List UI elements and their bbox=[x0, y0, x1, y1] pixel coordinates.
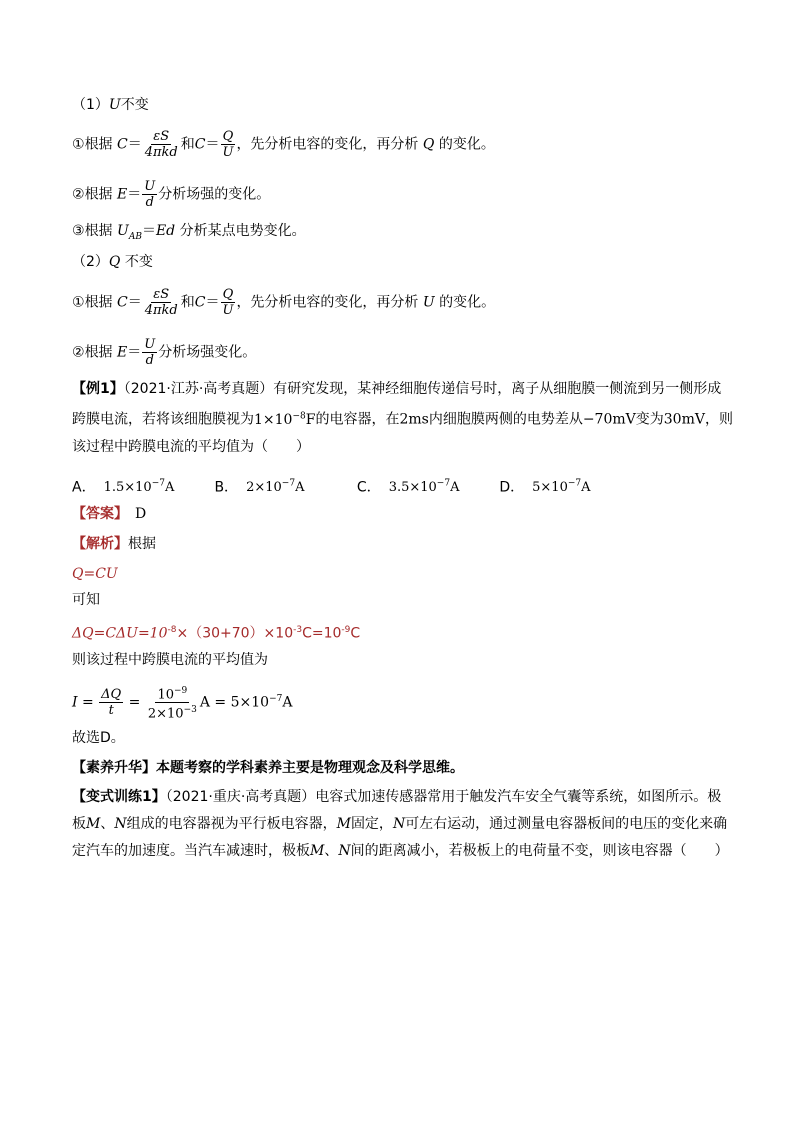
exponent: −7 bbox=[269, 694, 283, 704]
var-m: M bbox=[336, 816, 351, 832]
subscript-ab: AB bbox=[128, 231, 142, 242]
answer-options bbox=[72, 474, 734, 498]
numerator: εS bbox=[153, 287, 170, 302]
unit: A bbox=[581, 480, 591, 496]
rule-q-1 bbox=[72, 287, 734, 318]
unit: F bbox=[305, 411, 316, 428]
text: 间的距离减小，若极板上的电荷量不变，则该电容器（ ） bbox=[350, 843, 729, 859]
text: 2×10 bbox=[147, 706, 184, 722]
answer-value: D bbox=[135, 506, 147, 522]
fraction-es-4pikd bbox=[143, 129, 180, 160]
text: 可左右运动，通过测量电容器板间的电压的变化来确定汽车的加速度。当汽车减速时，极板 bbox=[72, 816, 728, 859]
exponent: −7 bbox=[151, 479, 165, 489]
section-number: （1） bbox=[72, 97, 109, 113]
unit: A bbox=[199, 694, 210, 711]
exponent: −7 bbox=[281, 479, 296, 489]
text: 根据 bbox=[128, 536, 156, 552]
rule-u-2 bbox=[72, 179, 734, 210]
circle-number: ③ bbox=[72, 223, 85, 239]
text: 有研究发现，某神经细胞传递信号时，离子从细胞膜一侧流到另一侧形成跨膜电流，若将该细胞膜视为 bbox=[72, 381, 722, 428]
text: C=10 bbox=[302, 625, 342, 642]
option-c[interactable] bbox=[357, 474, 495, 498]
capacitance-value bbox=[254, 412, 315, 428]
option-label: B． bbox=[214, 479, 239, 496]
section-number: （2） bbox=[72, 254, 109, 270]
option-value bbox=[532, 480, 590, 495]
option-label: C． bbox=[356, 479, 381, 496]
equals: ＝ bbox=[205, 136, 220, 153]
literacy-summary bbox=[72, 758, 734, 778]
fraction-es-4pikd bbox=[143, 287, 180, 318]
text: 根据 bbox=[84, 136, 113, 153]
text: 根据 bbox=[84, 186, 113, 203]
fraction-dq-t bbox=[99, 687, 123, 718]
answer-line bbox=[72, 504, 734, 524]
exponent: −8 bbox=[292, 411, 306, 421]
var-n: N bbox=[392, 816, 406, 832]
var-u: U bbox=[117, 223, 129, 239]
numerator: U bbox=[144, 179, 156, 194]
equals: ＝ bbox=[141, 223, 156, 239]
text: 本题考察的学科素养主要是物理观念及科学思维。 bbox=[156, 760, 464, 776]
text: 分析场强的变化。 bbox=[158, 186, 271, 203]
denominator: U bbox=[222, 145, 234, 160]
option-a[interactable] bbox=[72, 474, 210, 498]
analysis-line bbox=[72, 534, 734, 554]
text: ，则该过程中跨膜电流的平均值为（ ） bbox=[72, 411, 733, 455]
text: 变为 bbox=[635, 411, 664, 428]
denominator: d bbox=[145, 195, 154, 210]
var-m: M bbox=[86, 816, 101, 832]
text: 10 bbox=[157, 687, 174, 703]
var-c: C bbox=[194, 294, 206, 311]
circle-number: ① bbox=[72, 294, 85, 311]
text: 根据 bbox=[84, 223, 113, 239]
text: C bbox=[350, 625, 361, 642]
var-e: E bbox=[117, 344, 128, 361]
exponent: −9 bbox=[173, 685, 188, 696]
unit: A bbox=[450, 480, 460, 496]
text: 1.5×10 bbox=[103, 480, 152, 496]
section-u-constant bbox=[72, 95, 734, 115]
equals: ＝ bbox=[127, 344, 142, 361]
equals: = bbox=[77, 694, 99, 711]
text: 电容式加速传感器常用于触发汽车安全气囊等系统，如图所示。极板 bbox=[72, 789, 722, 832]
formula-q-cu: Q=CU bbox=[72, 566, 118, 582]
text: 的变化。 bbox=[438, 136, 495, 153]
variant-tag: 【变式训练1】 bbox=[72, 789, 166, 805]
variable-q: Q bbox=[108, 254, 121, 270]
exponent: -8 bbox=[167, 625, 177, 635]
variable-u: U bbox=[108, 97, 121, 113]
rule-u-1 bbox=[72, 129, 734, 160]
option-label: D． bbox=[499, 479, 525, 496]
denominator: U bbox=[222, 303, 234, 318]
text: 的变化。 bbox=[439, 294, 496, 311]
option-value bbox=[104, 480, 175, 495]
section-q-constant bbox=[72, 252, 734, 272]
circle-number: ② bbox=[72, 186, 85, 203]
option-d[interactable] bbox=[499, 474, 637, 498]
text: 组成的电容器视为平行板电容器， bbox=[126, 816, 337, 832]
text: 根据 bbox=[84, 294, 113, 311]
source-label: （2021·重庆·高考真题） bbox=[165, 789, 316, 805]
option-value bbox=[246, 480, 304, 495]
rule-u-3 bbox=[72, 221, 734, 247]
rule-q-2 bbox=[72, 337, 734, 368]
numerator: Q bbox=[222, 287, 234, 302]
time-value: 2ms bbox=[399, 411, 429, 428]
denominator: d bbox=[145, 353, 154, 368]
var-m: M bbox=[310, 843, 325, 859]
formula-delta-q bbox=[72, 620, 734, 644]
text: 2×10 bbox=[246, 480, 282, 496]
denominator: 4πkd bbox=[144, 303, 178, 318]
option-b[interactable] bbox=[214, 474, 352, 498]
analysis-tag: 【解析】 bbox=[72, 536, 128, 552]
text: 3.5×10 bbox=[388, 480, 437, 496]
text: ΔQ=CΔU=10 bbox=[72, 625, 168, 642]
answer-tag: 【答案】 bbox=[72, 506, 121, 522]
var-c: C bbox=[117, 136, 128, 153]
source-label: （2021·江苏·高考真题） bbox=[123, 381, 274, 397]
text: 5×10 bbox=[532, 480, 568, 496]
fraction-q-u bbox=[220, 287, 235, 318]
variant-training-1 bbox=[72, 784, 734, 865]
text: 和 bbox=[180, 294, 195, 311]
example-1-question bbox=[72, 376, 734, 461]
exponent: -9 bbox=[341, 625, 351, 635]
text: ×（30+70）×10 bbox=[176, 625, 294, 642]
unit: A bbox=[282, 694, 293, 711]
var-i: I bbox=[72, 694, 78, 711]
text: 分析某点电势变化。 bbox=[179, 223, 306, 239]
text: 1×10 bbox=[254, 411, 293, 428]
text: 和 bbox=[180, 136, 195, 153]
text: 根据 bbox=[84, 344, 113, 361]
option-value bbox=[389, 480, 460, 495]
denominator: 4πkd bbox=[144, 145, 178, 160]
circle-number: ① bbox=[72, 136, 85, 153]
var-n: N bbox=[114, 816, 127, 832]
option-label: A． bbox=[72, 479, 96, 496]
denominator: t bbox=[108, 703, 114, 719]
var-e: E bbox=[117, 186, 128, 203]
text: 固定， bbox=[350, 816, 393, 832]
section-text: 不变 bbox=[124, 254, 153, 270]
unit: A bbox=[295, 480, 305, 496]
var-ed: Ed bbox=[155, 223, 176, 239]
text: 、 bbox=[100, 816, 115, 832]
var-c: C bbox=[117, 294, 128, 311]
numerator: ΔQ bbox=[101, 687, 122, 703]
exponent: −7 bbox=[567, 479, 582, 489]
fraction-numeric bbox=[146, 684, 199, 722]
fraction-u-d bbox=[142, 337, 157, 368]
voltage-start: −70mV bbox=[582, 411, 636, 428]
fraction-u-d bbox=[142, 179, 157, 210]
voltage-end: 30mV bbox=[663, 411, 705, 428]
text: 内细胞膜两侧的电势差从 bbox=[428, 411, 583, 428]
numerator: U bbox=[144, 337, 156, 352]
exponent: −7 bbox=[436, 479, 451, 489]
unit: A bbox=[164, 480, 175, 496]
exponent: −3 bbox=[183, 705, 197, 716]
equals: ＝ bbox=[127, 294, 142, 311]
formula-current bbox=[72, 683, 734, 721]
result: = 5×10 bbox=[209, 694, 270, 711]
equals: = bbox=[124, 694, 145, 711]
var-u: U bbox=[422, 294, 435, 311]
exponent: -3 bbox=[293, 625, 303, 635]
text: 分析场强变化。 bbox=[158, 344, 257, 361]
equals: ＝ bbox=[127, 136, 142, 153]
var-q: Q bbox=[422, 136, 435, 153]
text: ，先分析电容的变化，再分析 bbox=[236, 294, 419, 311]
equals: ＝ bbox=[205, 294, 220, 311]
average-current-text: 则该过程中跨膜电流的平均值为 bbox=[72, 652, 268, 668]
literacy-tag: 【素养升华】 bbox=[72, 760, 156, 776]
var-n: N bbox=[338, 843, 351, 859]
choose-text: 故选D。 bbox=[72, 730, 125, 746]
denominator bbox=[146, 703, 199, 721]
var-c: C bbox=[194, 136, 206, 153]
equals: ＝ bbox=[127, 186, 142, 203]
numerator: Q bbox=[222, 129, 234, 144]
numerator: εS bbox=[153, 129, 170, 144]
kezhi-text: 可知 bbox=[72, 592, 100, 608]
text: ，先分析电容的变化，再分析 bbox=[236, 136, 419, 153]
text: 的电容器，在 bbox=[315, 411, 400, 428]
example-tag: 【例1】 bbox=[72, 381, 124, 397]
fraction-q-u bbox=[220, 129, 235, 160]
numerator bbox=[155, 684, 189, 703]
circle-number: ② bbox=[72, 344, 85, 361]
text: 、 bbox=[324, 843, 339, 859]
section-text: 不变 bbox=[120, 97, 149, 113]
